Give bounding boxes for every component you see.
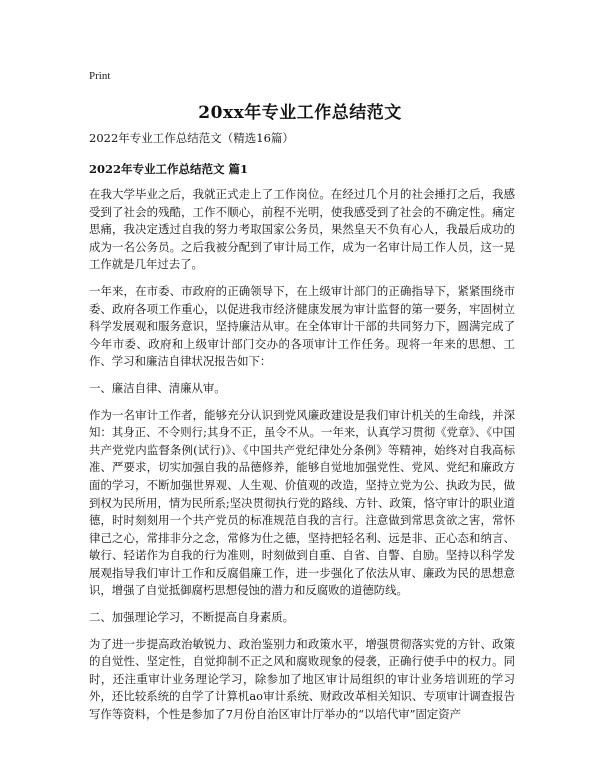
subheading-integrity: 一、廉洁自律、清廉从审。 — [89, 380, 226, 395]
page-title: 20xx年专业工作总结范文 — [198, 103, 402, 123]
document-subtitle: 2022年专业工作总结范文（精选16篇） — [89, 131, 294, 145]
paragraph-overview: 一年来，在市委、市政府的正确领导下，在上级审计部门的正确指导下，紧紧围绕市委、政府各项工作重心，以促进我市经济健康发展为审计监督的第一要务，牢固树立科学发展观和服务意识，坚持廉洁从审。在全体审计干部的共同努力下，圆满完成了今年市委、政府和上级审计部门交办的各项审计工作任务。现将一年来的思想、工作、学习和廉洁自律状况报告如下： — [89, 283, 515, 369]
paragraph-intro: 在我大学毕业之后，我就正式走上了工作岗位。在经过几个月的社会捶打之后，我感受到了社会的残酷，工作不顺心，前程不光明，使我感受到了社会的不确定性。痛定思痛，我决定透过自我的努力考取国家公务员，果然皇天不负有心人，我最后成功的成为一名公务员。之后我被分配到了审计局工作，成为一名审计局工作人员，这一晃工作就是几年过去了。 — [89, 187, 515, 272]
document-body — [89, 186, 515, 733]
paragraph-integrity: 作为一名审计工作者，能够充分认识到党风廉政建设是我们审计机关的生命线，并深知：其身正、不令则行;其身不正，虽令不从。一年来，认真学习贯彻《党章》、《中国共产党党内监督条例(试行)》、《中国共产党纪律处分条例》等精神，始终对自我高标准、严要求，切实加强自我的品德修养，能够自觉地加强党性、党风、党纪和廉政方面的学习，不断加强世界观、人生观、价值观的改造，坚持立党为公、执政为民，做到权为民所用，情为民所系;坚决贯彻执行党的路线、方针、政策，恪守审计的职业道德，时时刻刻用一个共产党员的标准规范自我的言行。注意做到常思贪欲之害，常怀律己之心，常排非分之念，常修为仕之德，坚持把轻名利、远是非、正心态和纳言、敏行、轻诺作为自我的行为准则，时刻做到自重、自省、自警、自励。坚持以科学发展观指导我们审计工作和反腐倡廉工作，进一步强化了依法从审、廉政为民的思想意识，增强了自觉抵御腐朽思想侵蚀的潜力和反腐败的道德防线。 — [89, 407, 515, 598]
print-label[interactable]: Print — [89, 70, 111, 82]
paragraph-study: 为了进一步提高政治敏锐力、政治鉴别力和政策水平，增强贯彻落实党的方针、政策的自觉性、坚定性，自觉抑制不正之风和腐败现象的侵袭，正确行使手中的权力。同时，还注重审计业务理论学习，除参加了地区审计局组织的审计业务培训班的学习外，还比较系统的自学了计算机ao审计系统、财政改革相关知识、专项审计调查报告写作等资料，个性是参加了7月份自治区审计厅举办的“以培代审”固定资产 — [89, 636, 515, 722]
subheading-study: 二、加强理论学习，不断提高自身素质。 — [89, 610, 295, 625]
section-title: 2022年专业工作总结范文 篇1 — [89, 162, 249, 176]
